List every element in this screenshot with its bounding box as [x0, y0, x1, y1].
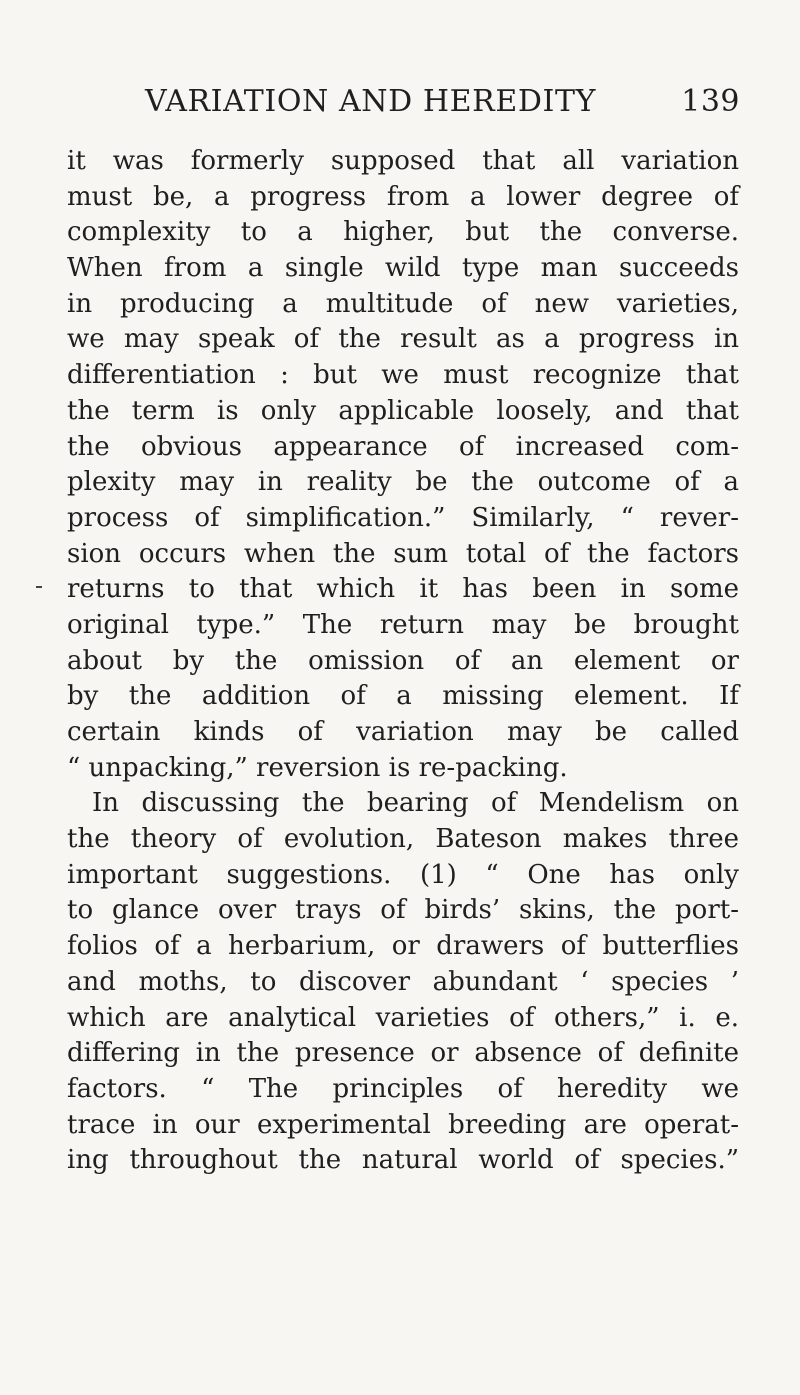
text-line: “ unpacking,” reversion is re-packing.: [67, 752, 568, 783]
text-line: factors. “ The principles of heredity we: [67, 1073, 739, 1104]
page-number: 139: [681, 84, 740, 119]
text-line: complexity to a higher, but the converse.: [67, 217, 739, 248]
running-title: VARIATION AND HEREDITY: [145, 84, 596, 119]
margin-mark: [36, 586, 42, 588]
text-line: folios of a herbarium, or drawers of butterflies: [67, 931, 739, 962]
text-line: and moths, to discover abundant ‘ species ’: [67, 966, 739, 997]
running-head: [145, 84, 740, 124]
text-line: differing in the presence or absence of definite: [67, 1038, 739, 1069]
text-line: trace in our experimental breeding are operat-: [67, 1109, 739, 1140]
text-line: we may speak of the result as a progress in: [67, 324, 739, 355]
text-line: to glance over trays of birds’ skins, the port-: [67, 895, 739, 926]
text-line: certain kinds of variation may be called: [67, 717, 739, 747]
text-line: important suggestions. (1) “ One has only: [67, 859, 739, 890]
text-line: returns to that which it has been in some: [67, 574, 739, 605]
text-line: process of simplification.” Similarly, “ rever-: [67, 502, 739, 533]
text-line: in producing a multitude of new varieties,: [67, 288, 739, 319]
text-line: the theory of evolution, Bateson makes three: [67, 824, 739, 855]
text-line: ing throughout the natural world of species.”: [67, 1145, 739, 1176]
text-line: must be, a progress from a lower degree of: [67, 181, 739, 212]
text-line: it was formerly supposed that all variation: [67, 146, 739, 176]
text-line: original type.” The return may be brought: [67, 609, 739, 640]
text-line: In discussing the bearing of Mendelism on: [92, 788, 739, 819]
text-line: sion occurs when the sum total of the factors: [67, 538, 739, 569]
text-line: by the addition of a missing element. If: [67, 681, 739, 712]
text-line: about by the omission of an element or: [67, 645, 739, 676]
text-line: which are analytical varieties of others,” i. e.: [67, 1002, 739, 1033]
text-line: plexity may in reality be the outcome of a: [67, 467, 739, 498]
text-line: the term is only applicable loosely, and that: [67, 395, 739, 426]
text-line: the obvious appearance of increased com-: [67, 431, 739, 462]
text-line: When from a single wild type man succeeds: [67, 253, 739, 284]
body-text: [67, 144, 739, 1179]
text-line: differentiation : but we must recognize that: [67, 360, 739, 391]
